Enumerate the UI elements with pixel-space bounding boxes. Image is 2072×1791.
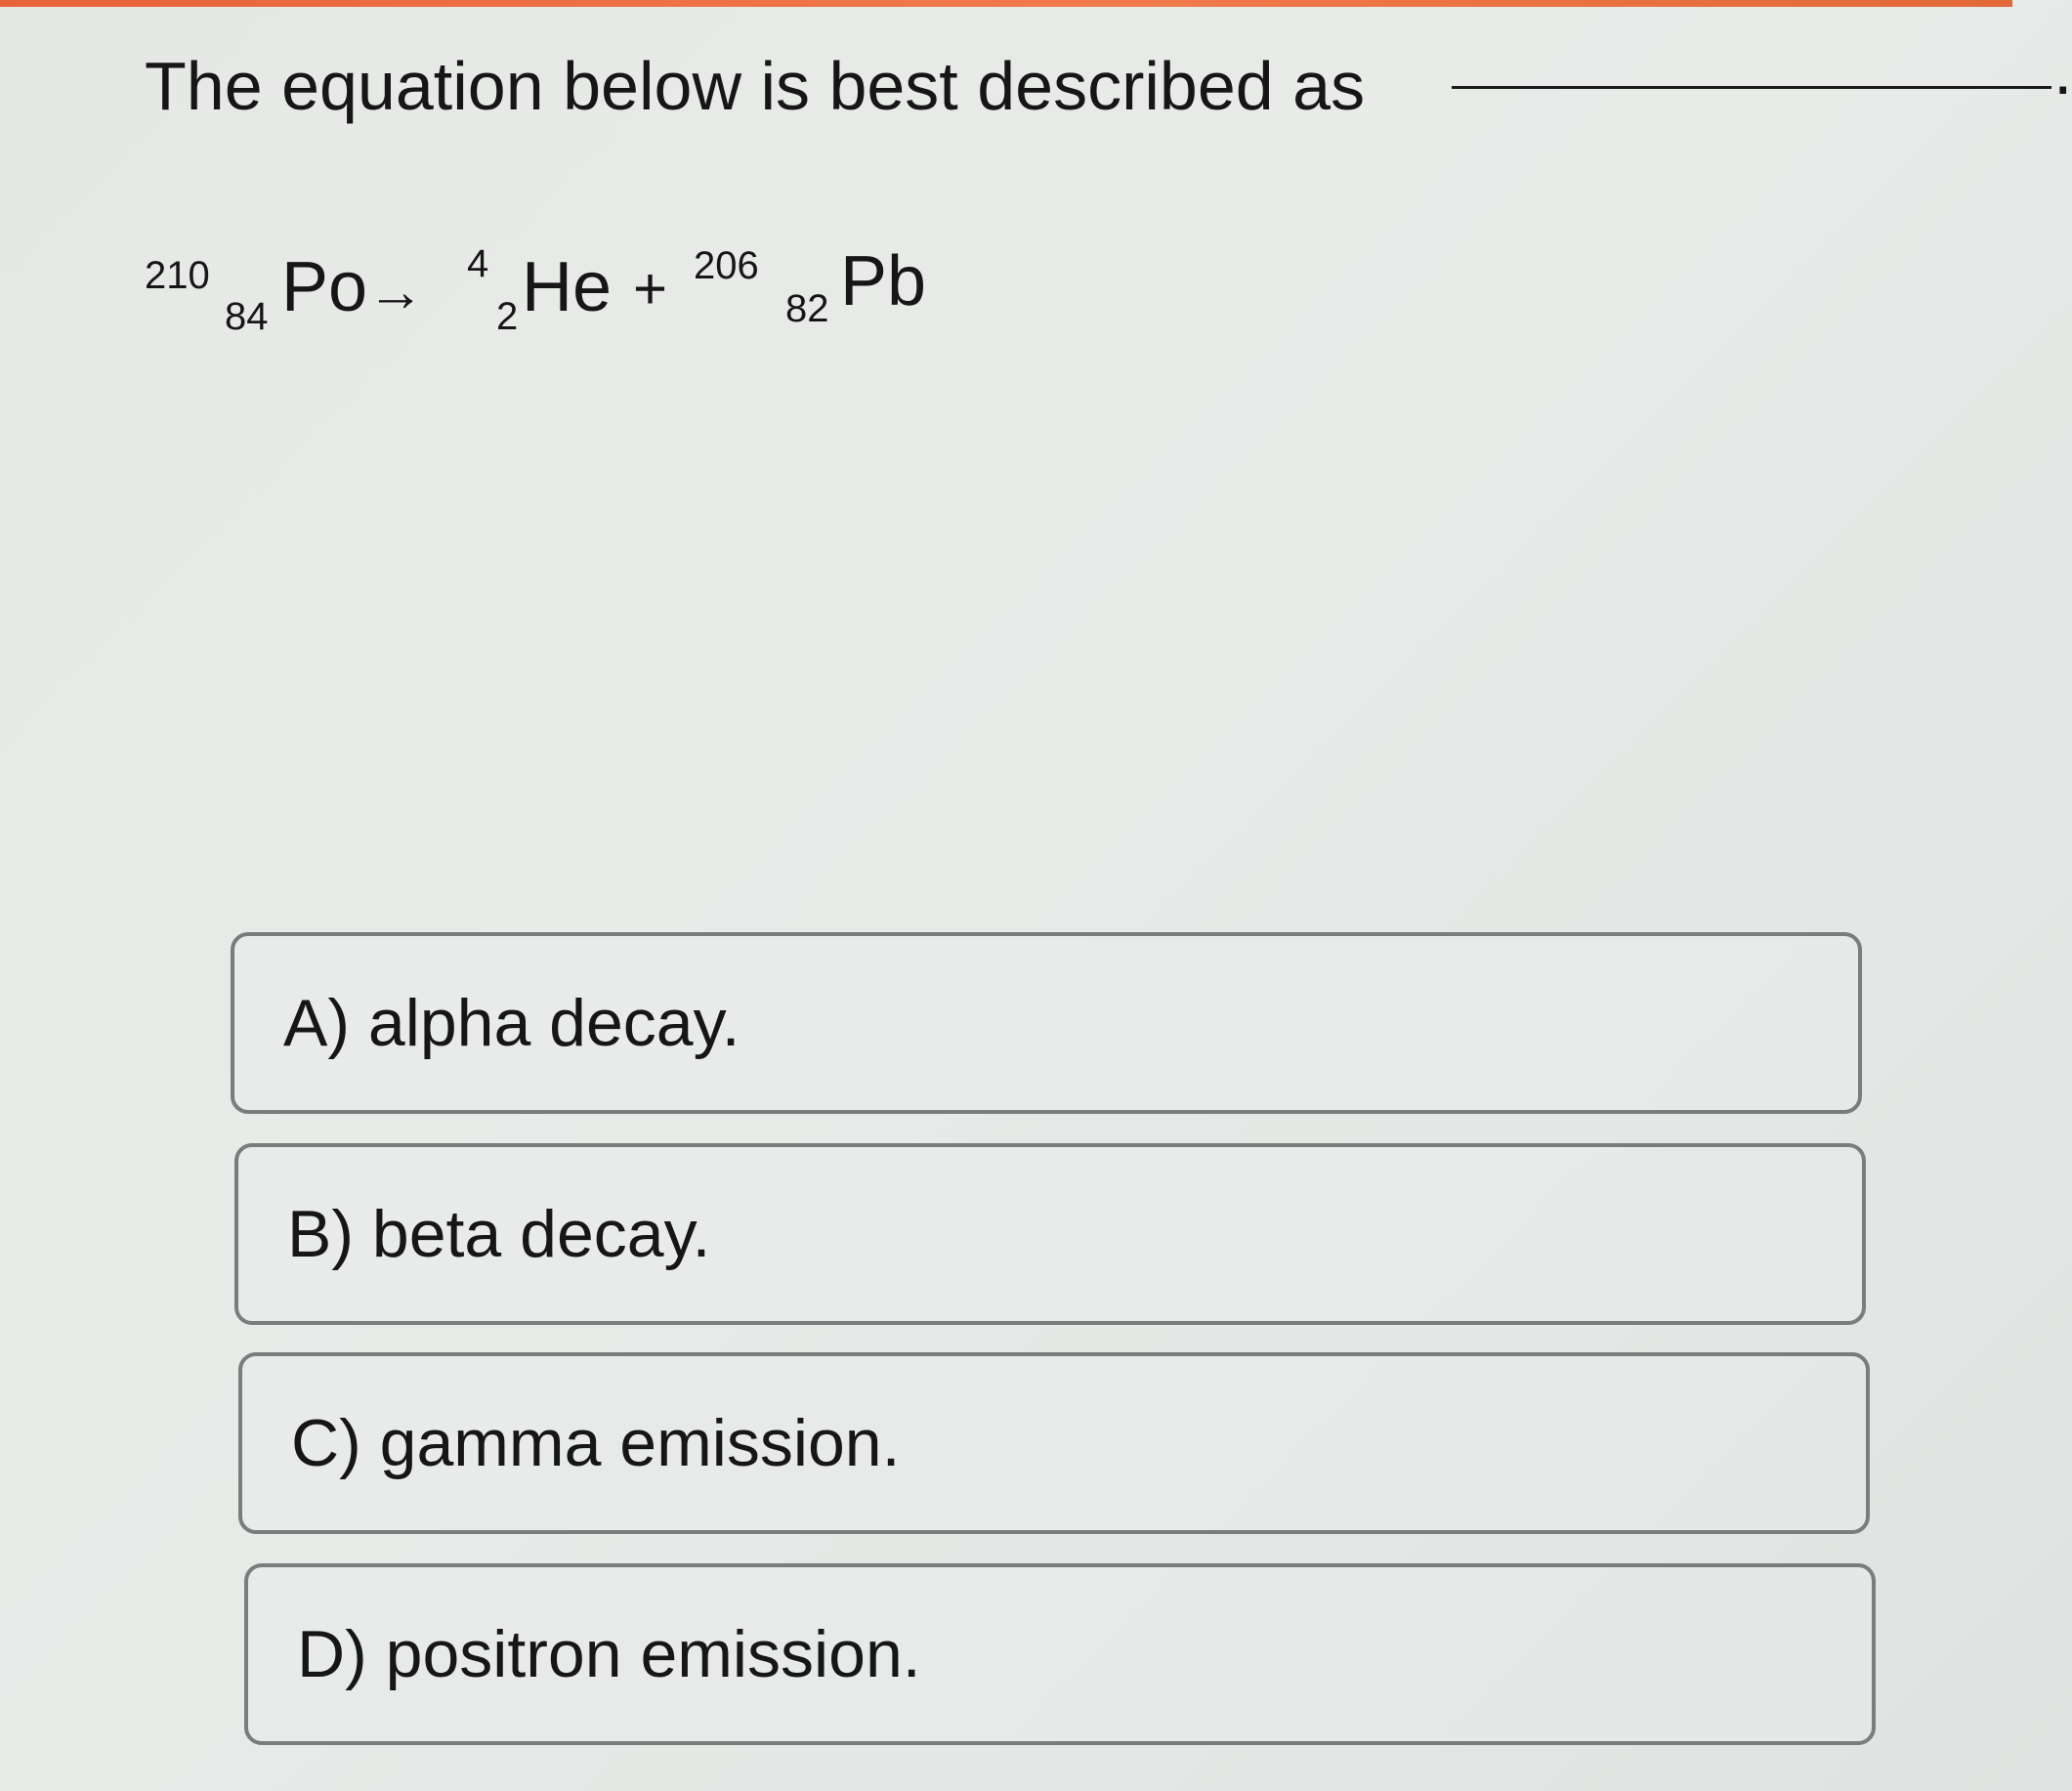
question-period: .: [2053, 32, 2072, 108]
question-text: The equation below is best described as: [145, 48, 1366, 124]
product2-symbol: Pb: [840, 242, 927, 320]
option-c-label: C) gamma emission.: [291, 1406, 901, 1480]
option-d-button[interactable]: [244, 1563, 1876, 1745]
nuclear-equation: [145, 235, 1121, 352]
product2-atomic-number: 82: [785, 287, 829, 330]
option-c-button[interactable]: [238, 1352, 1870, 1534]
question-prompt: [145, 32, 2072, 135]
reactant-mass-number: 210: [145, 254, 210, 297]
option-a-button[interactable]: [231, 932, 1862, 1114]
answer-blank: [1452, 86, 2051, 89]
reaction-arrow: →: [367, 260, 424, 323]
option-b-button[interactable]: [234, 1143, 1866, 1325]
product1-atomic-number: 2: [496, 295, 519, 338]
option-a-label: A) alpha decay.: [283, 986, 740, 1060]
option-b-label: B) beta decay.: [287, 1197, 711, 1271]
top-accent-strip: [0, 0, 2012, 7]
reactant-atomic-number: 84: [225, 295, 269, 338]
option-d-label: D) positron emission.: [297, 1617, 921, 1691]
product2-mass-number: 206: [694, 244, 759, 287]
reactant-symbol: Po: [281, 248, 368, 326]
plus-sign: +: [633, 256, 668, 321]
product1-mass-number: 4: [467, 242, 489, 285]
product1-symbol: He: [522, 248, 613, 326]
